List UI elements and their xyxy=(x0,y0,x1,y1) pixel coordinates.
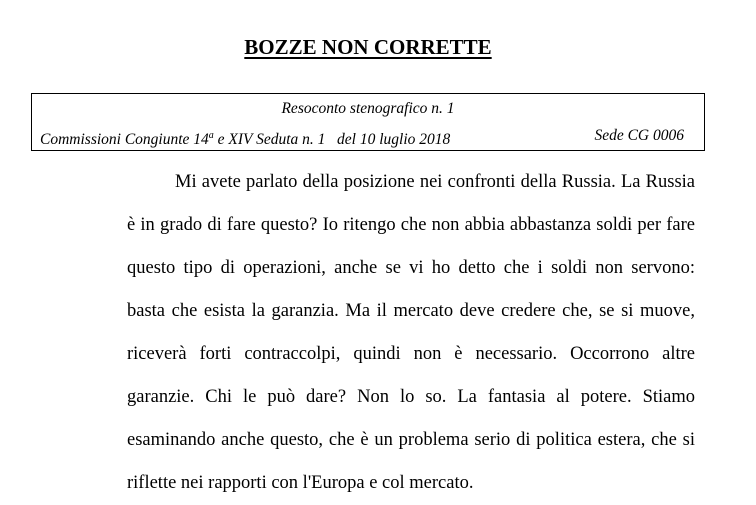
session-info xyxy=(40,126,450,150)
paragraph-line-6: garanzie. Chi le può dare? Non lo so. La fantasia al potere. Stiamo xyxy=(127,387,695,407)
session-prefix: Commissioni Congiunte 14 xyxy=(40,131,209,149)
session-sup: a xyxy=(208,130,214,141)
paragraph-line-4: basta che esista la garanzia. Ma il mercato deve credere che, se si muove, xyxy=(127,301,695,321)
transcript-paragraph xyxy=(127,150,695,505)
paragraph-line-7: esaminando anche questo, che è un problema serio di politica estera, che si xyxy=(127,430,695,450)
paragraph-line-3: questo tipo di operazioni, anche se vi ho detto che i soldi non servono: xyxy=(127,258,695,278)
report-title: Resoconto stenografico n. 1 xyxy=(281,100,455,117)
paragraph-line-2: è in grado di fare questo? Io ritengo che non abbia abbastanza soldi per fare xyxy=(127,215,695,235)
paragraph-line-8: riflette nei rapporti con l'Europa e col mercato. xyxy=(127,473,474,493)
sede-code: Sede CG 0006 xyxy=(594,127,684,144)
session-suffix: e XIV Seduta n. 1 del 10 luglio 2018 xyxy=(213,131,451,149)
document-header-box xyxy=(31,93,705,151)
paragraph-line-1: Mi avete parlato della posizione nei confronti della Russia. La Russia xyxy=(175,172,695,192)
paragraph-line-5: riceverà forti contraccolpi, quindi non è necessario. Occorrono altre xyxy=(127,344,695,364)
page-banner: BOZZE NON CORRETTE xyxy=(244,35,492,59)
